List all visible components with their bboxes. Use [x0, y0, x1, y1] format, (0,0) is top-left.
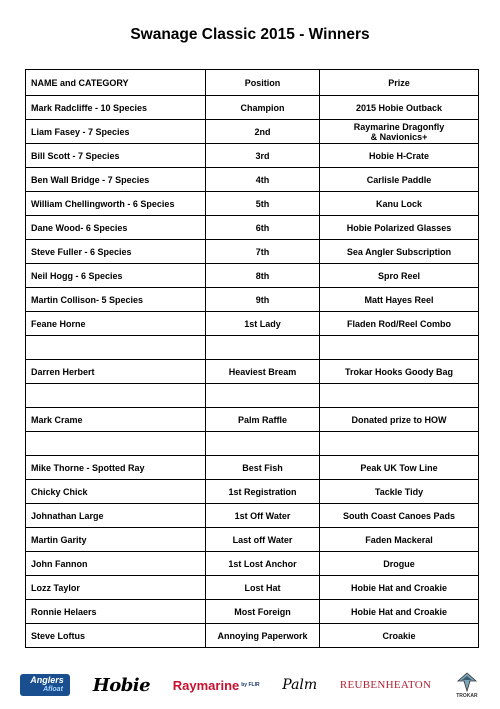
cell-name: Darren Herbert	[26, 360, 206, 384]
table-row	[26, 504, 479, 528]
cell-prize	[320, 432, 479, 456]
table-row	[26, 624, 479, 648]
cell-name: Steve Loftus	[26, 624, 206, 648]
cell-name: Mark Radcliffe - 10 Species	[26, 96, 206, 120]
page-title: Swanage Classic 2015 - Winners	[130, 26, 370, 43]
cell-prize: Drogue	[320, 552, 479, 576]
cell-name: Mark Crame	[26, 408, 206, 432]
cell-name	[26, 336, 206, 360]
cell-position	[206, 432, 320, 456]
cell-position: 1st Off Water	[206, 504, 320, 528]
cell-name: William Chellingworth - 6 Species	[26, 192, 206, 216]
cell-prize: Carlisle Paddle	[320, 168, 479, 192]
table-row	[26, 168, 479, 192]
cell-position: 1st Registration	[206, 480, 320, 504]
table-header-row	[26, 70, 479, 96]
table-row	[26, 216, 479, 240]
cell-prize: Kanu Lock	[320, 192, 479, 216]
table-row	[26, 120, 479, 144]
cell-prize: Hobie H-Crate	[320, 144, 479, 168]
cell-name: Steve Fuller - 6 Species	[26, 240, 206, 264]
table-row	[26, 480, 479, 504]
cell-prize: Croakie	[320, 624, 479, 648]
cell-name: Neil Hogg - 6 Species	[26, 264, 206, 288]
cell-position	[206, 384, 320, 408]
cell-position: Heaviest Bream	[206, 360, 320, 384]
cell-name: Mike Thorne - Spotted Ray	[26, 456, 206, 480]
raymarine-logo-sub: by FLIR	[241, 682, 260, 688]
cell-prize	[320, 384, 479, 408]
cell-name: Chicky Chick	[26, 480, 206, 504]
hobie-logo: Hobie	[92, 674, 151, 696]
cell-prize: Peak UK Tow Line	[320, 456, 479, 480]
cell-prize	[320, 336, 479, 360]
cell-prize: Faden Mackeral	[320, 528, 479, 552]
cell-name: Feane Horne	[26, 312, 206, 336]
cell-prize: Sea Angler Subscription	[320, 240, 479, 264]
table-row	[26, 552, 479, 576]
anglers-logo-line1: Anglers	[30, 675, 64, 685]
table-row	[26, 264, 479, 288]
table-row-empty	[26, 432, 479, 456]
cell-position: 2nd	[206, 120, 320, 144]
cell-name: Ronnie Helaers	[26, 600, 206, 624]
cell-prize: Trokar Hooks Goody Bag	[320, 360, 479, 384]
cell-position: 6th	[206, 216, 320, 240]
cell-name: Liam Fasey - 7 Species	[26, 120, 206, 144]
cell-prize: Tackle Tidy	[320, 480, 479, 504]
table-row	[26, 576, 479, 600]
cell-name: Lozz Taylor	[26, 576, 206, 600]
sponsor-logos	[20, 668, 480, 702]
cell-prize: Spro Reel	[320, 264, 479, 288]
table-row	[26, 96, 479, 120]
reuben-heaton-logo: REUBENHEATON	[339, 679, 432, 691]
cell-prize: Raymarine Dragonfly & Navionics+	[320, 120, 479, 144]
anglers-afloat-logo	[20, 674, 70, 696]
cell-name: Johnathan Large	[26, 504, 206, 528]
cell-name: Bill Scott - 7 Species	[26, 144, 206, 168]
cell-position: 8th	[206, 264, 320, 288]
cell-name: Ben Wall Bridge - 7 Species	[26, 168, 206, 192]
cell-prize: Hobie Hat and Croakie	[320, 576, 479, 600]
table-row	[26, 240, 479, 264]
cell-position: 5th	[206, 192, 320, 216]
cell-position: Most Foreign	[206, 600, 320, 624]
table-row	[26, 408, 479, 432]
cell-position: 1st Lost Anchor	[206, 552, 320, 576]
table-row	[26, 456, 479, 480]
cell-position: 3rd	[206, 144, 320, 168]
header-name-category: NAME and CATEGORY	[26, 70, 206, 96]
table-row	[26, 192, 479, 216]
winners-table	[25, 69, 479, 648]
header-position: Position	[206, 70, 320, 96]
cell-name	[26, 432, 206, 456]
cell-prize: Hobie Polarized Glasses	[320, 216, 479, 240]
anglers-logo-line2: Afloat	[43, 686, 63, 693]
table-row	[26, 312, 479, 336]
cell-position: 7th	[206, 240, 320, 264]
cell-position: 9th	[206, 288, 320, 312]
cell-position: Last off Water	[206, 528, 320, 552]
trokar-logo	[454, 671, 480, 699]
trokar-fish-icon	[454, 671, 480, 693]
cell-position: 1st Lady	[206, 312, 320, 336]
cell-name: Martin Collison- 5 Species	[26, 288, 206, 312]
table-row	[26, 528, 479, 552]
table-row	[26, 360, 479, 384]
palm-logo: Palm	[282, 677, 318, 693]
cell-position	[206, 336, 320, 360]
table-row	[26, 288, 479, 312]
cell-prize: 2015 Hobie Outback	[320, 96, 479, 120]
cell-name: John Fannon	[26, 552, 206, 576]
cell-position: Champion	[206, 96, 320, 120]
table-row-empty	[26, 336, 479, 360]
cell-name: Martin Garity	[26, 528, 206, 552]
table-row	[26, 144, 479, 168]
cell-position: 4th	[206, 168, 320, 192]
raymarine-logo-text: Raymarine	[172, 677, 240, 693]
cell-position: Lost Hat	[206, 576, 320, 600]
cell-prize: Fladen Rod/Reel Combo	[320, 312, 479, 336]
cell-prize: South Coast Canoes Pads	[320, 504, 479, 528]
cell-prize: Donated prize to HOW	[320, 408, 479, 432]
cell-position: Best Fish	[206, 456, 320, 480]
raymarine-logo	[173, 678, 260, 693]
table-row-empty	[26, 384, 479, 408]
trokar-logo-text: TROKAR	[456, 693, 478, 699]
table-row	[26, 600, 479, 624]
cell-prize: Matt Hayes Reel	[320, 288, 479, 312]
cell-position: Palm Raffle	[206, 408, 320, 432]
cell-name	[26, 384, 206, 408]
cell-name: Dane Wood- 6 Species	[26, 216, 206, 240]
header-prize: Prize	[320, 70, 479, 96]
cell-prize: Hobie Hat and Croakie	[320, 600, 479, 624]
cell-position: Annoying Paperwork	[206, 624, 320, 648]
